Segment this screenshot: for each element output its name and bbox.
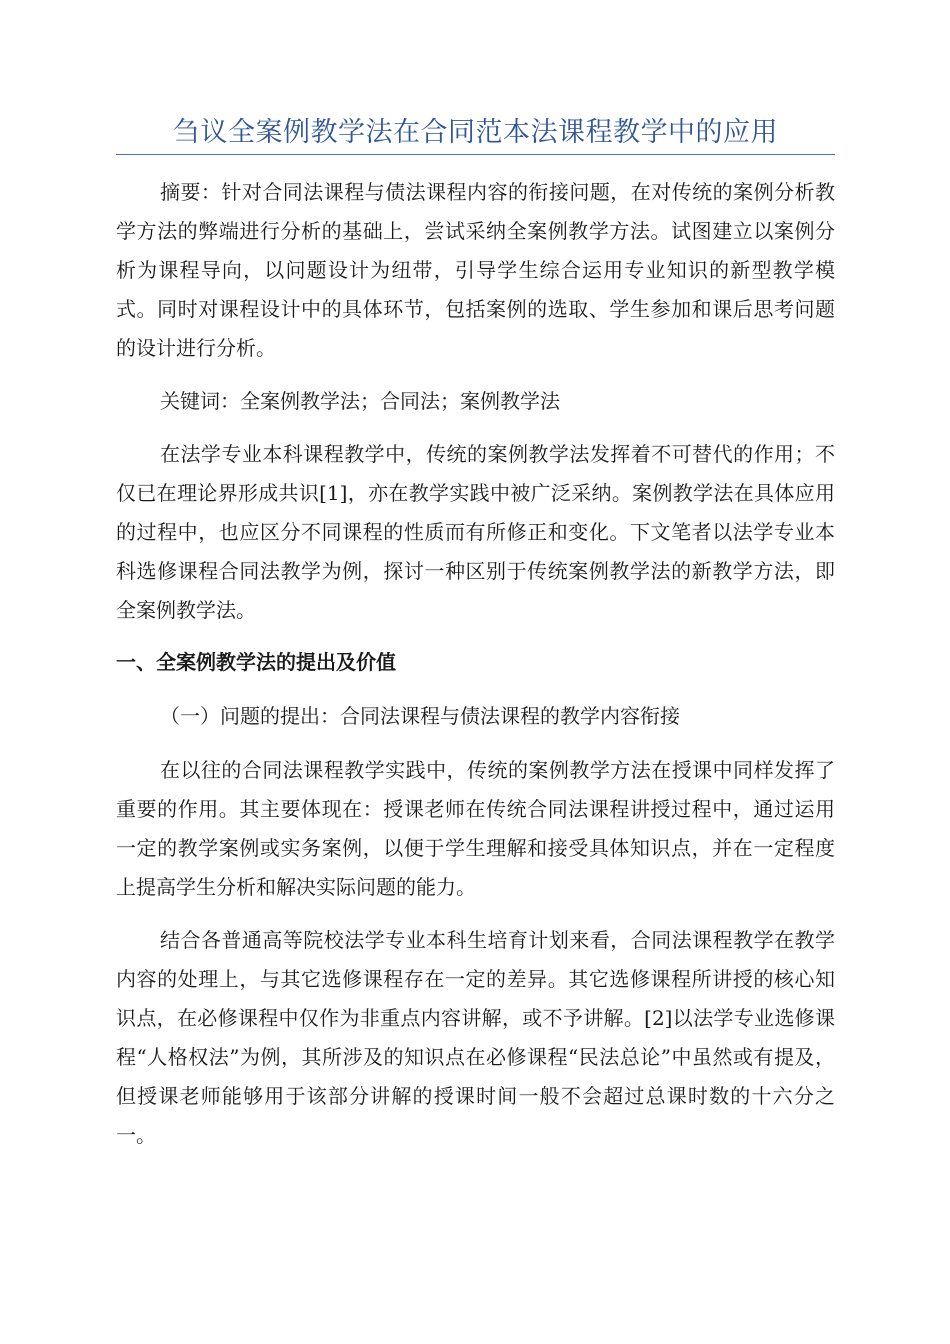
subsection-heading: （一）问题的提出：合同法课程与债法课程的教学内容衔接: [160, 704, 680, 728]
keywords-line: 关键词：全案例教学法；合同法；案例教学法: [160, 389, 560, 413]
document-title: 刍议全案例教学法在合同范本法课程教学中的应用: [173, 117, 778, 148]
body-paragraph-1: 在以往的合同法课程教学实践中，传统的案例教学方法在授课中同样发挥了重要的作用。其主要体现在：授课老师在传统合同法课程讲授过程中，通过运用一定的教学案例或实务案例，以便于学生理解和接受具体知识点，并在一定程度上提高学生分析和解决实际问题的能力。: [116, 758, 835, 899]
abstract-paragraph: 摘要：针对合同法课程与债法课程内容的衔接问题，在对传统的案例分析教学方法的弊端进行分析的基础上，尝试采纳全案例教学方法。试图建立以案例分析为课程导向，以问题设计为纽带，引导学生综合运用专业知识的新型教学模式。同时对课程设计中的具体环节，包括案例的选取、学生参加和课后思考问题的设计进行分析。: [116, 180, 835, 360]
section-heading: 一、全案例教学法的提出及价值: [116, 650, 396, 674]
title-underline: [116, 154, 835, 155]
body-paragraph-2: 结合各普通高等院校法学专业本科生培育计划来看，合同法课程教学在教学内容的处理上，与其它选修课程存在一定的差异。其它选修课程所讲授的核心知识点，在必修课程中仅作为非重点内容讲解，或不予讲解。[2]以法学专业选修课程“人格权法”为例，其所涉及的知识点在必修课程“民法总论”中虽然或有提及，但授课老师能够用于该部分讲解的授课时间一般不会超过总课时数的十六分之一。: [116, 928, 835, 1147]
intro-paragraph: 在法学专业本科课程教学中，传统的案例教学法发挥着不可替代的作用；不仅已在理论界形成共识[1]，亦在教学实践中被广泛采纳。案例教学法在具体应用的过程中，也应区分不同课程的性质而有所修正和变化。下文笔者以法学专业本科选修课程合同法教学为例，探讨一种区别于传统案例教学法的新教学方法，即全案例教学法。: [116, 442, 835, 622]
